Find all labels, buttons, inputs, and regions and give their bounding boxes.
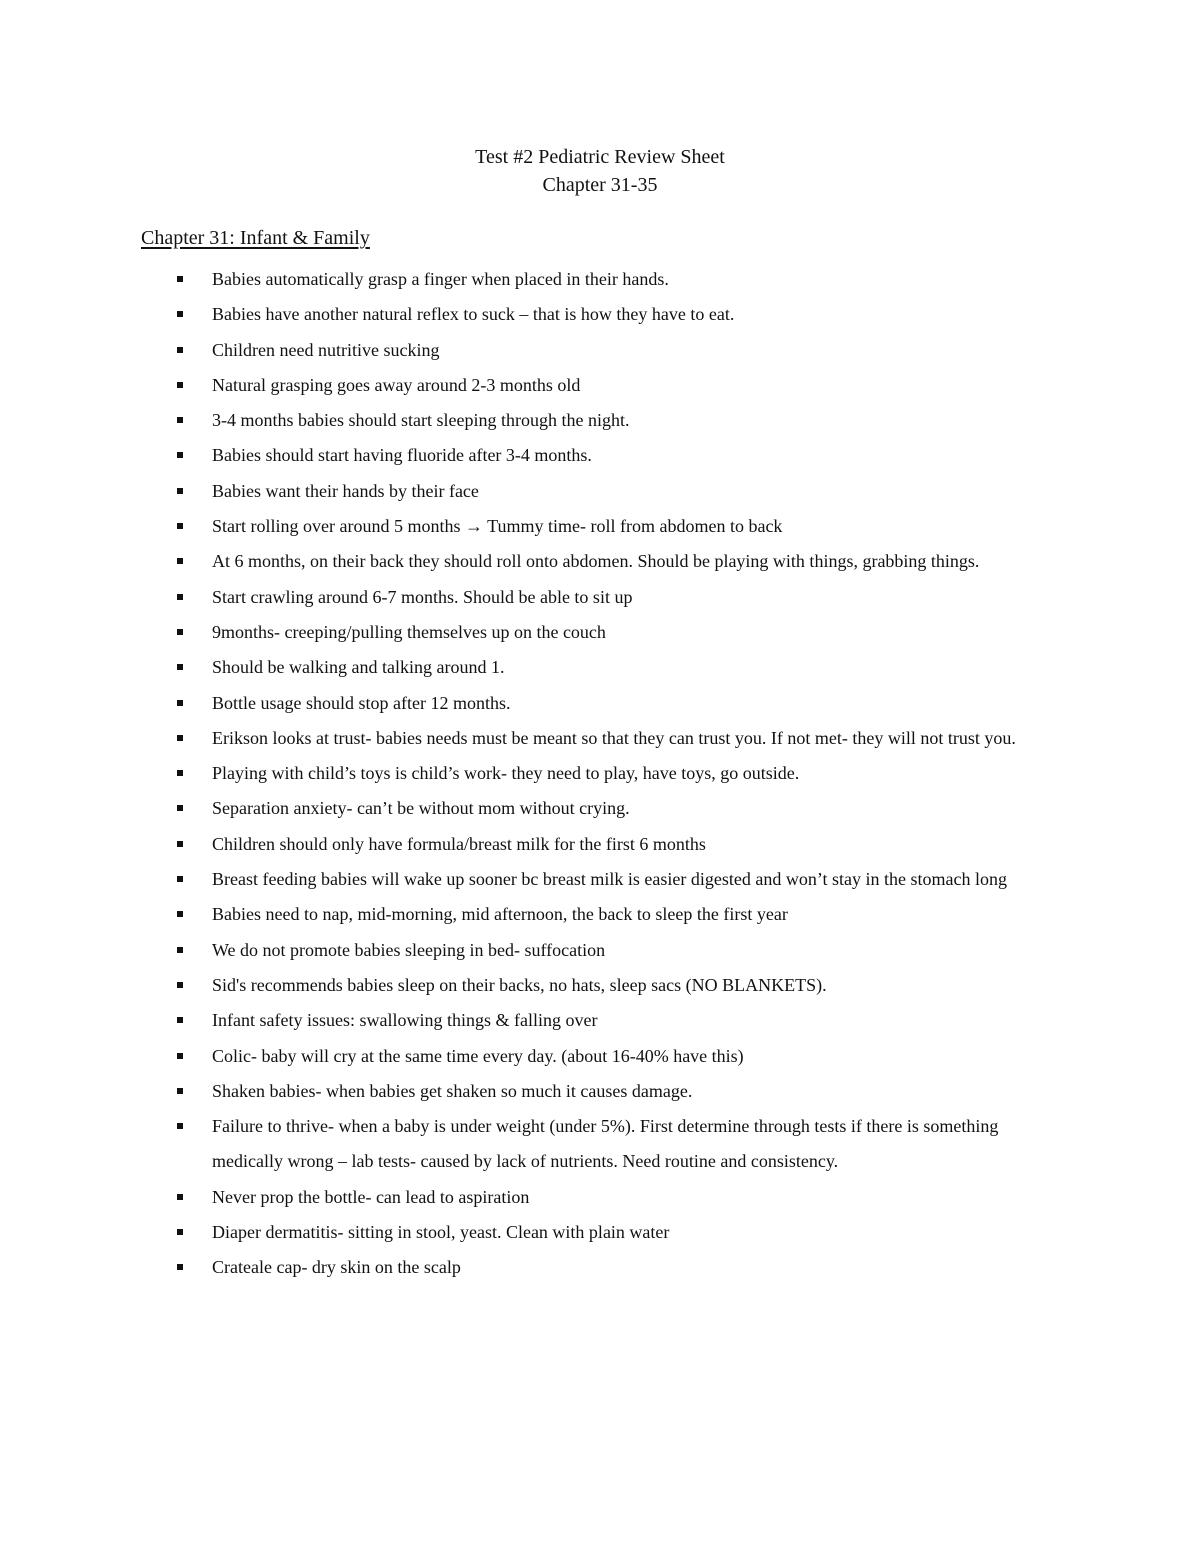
square-bullet-icon: [177, 1194, 183, 1200]
list-item-text: Infant safety issues: swallowing things & falling over: [212, 1010, 598, 1031]
section-heading: Chapter 31: Infant & Family: [141, 227, 370, 249]
list-item: [0, 403, 1200, 438]
square-bullet-icon: [177, 735, 183, 741]
list-item-text: Colic- baby will cry at the same time every day. (about 16-40% have this): [212, 1045, 744, 1066]
list-item: [0, 509, 1200, 544]
square-bullet-icon: [177, 558, 183, 564]
list-item: [0, 1250, 1200, 1285]
list-item: [0, 1003, 1200, 1038]
list-item: [0, 968, 1200, 1003]
list-item: [0, 791, 1200, 826]
list-item: [0, 1180, 1200, 1215]
square-bullet-icon: [177, 452, 183, 458]
list-item: [0, 438, 1200, 473]
list-item: [0, 474, 1200, 509]
document-title: Test #2 Pediatric Review Sheet: [475, 146, 725, 168]
list-item: [0, 580, 1200, 615]
list-item-text: Natural grasping goes away around 2-3 months old: [212, 374, 581, 395]
list-item: [0, 721, 1200, 756]
list-item-text: Babies automatically grasp a finger when placed in their hands.: [212, 269, 669, 289]
list-item-text: Breast feeding babies will wake up sooner bc breast milk is easier digested and won’t stay in the stomach long: [212, 869, 1007, 890]
square-bullet-icon: [177, 911, 183, 917]
square-bullet-icon: [177, 1123, 183, 1129]
list-item: [0, 544, 1200, 579]
list-item: [0, 933, 1200, 968]
list-item: [0, 333, 1200, 368]
list-item-text: Erikson looks at trust- babies needs must be meant so that they can trust you. If not met- they will not trust you.: [212, 727, 1016, 748]
square-bullet-icon: [177, 1264, 183, 1270]
square-bullet-icon: [177, 347, 183, 353]
square-bullet-icon: [177, 1053, 183, 1059]
bullet-list: [0, 262, 1200, 1286]
list-item: [0, 1074, 1200, 1109]
square-bullet-icon: [177, 1088, 183, 1094]
square-bullet-icon: [177, 700, 183, 706]
square-bullet-icon: [177, 594, 183, 600]
list-item-text: Crateale cap- dry skin on the scalp: [212, 1257, 461, 1278]
square-bullet-icon: [177, 382, 183, 388]
list-item-text: Children need nutritive sucking: [212, 339, 440, 360]
list-item-text: Children should only have formula/breast milk for the first 6 months: [212, 833, 706, 854]
square-bullet-icon: [177, 1017, 183, 1023]
list-item-text: 3-4 months babies should start sleeping through the night.: [212, 410, 630, 431]
square-bullet-icon: [177, 841, 183, 847]
list-item-text: Playing with child’s toys is child’s work- they need to play, have toys, go outside.: [212, 763, 800, 784]
list-item: [0, 756, 1200, 791]
list-item: [0, 1215, 1200, 1250]
list-item-text: Babies should start having fluoride after 3-4 months.: [212, 445, 592, 466]
square-bullet-icon: [177, 664, 183, 670]
title-block: [0, 143, 1200, 199]
list-item-text: Diaper dermatitis- sitting in stool, yeast. Clean with plain water: [212, 1222, 670, 1243]
square-bullet-icon: [177, 805, 183, 811]
list-item: [0, 686, 1200, 721]
list-item-text: At 6 months, on their back they should roll onto abdomen. Should be playing with things, grabbing things.: [212, 551, 980, 572]
list-item-text: Bottle usage should stop after 12 months.: [212, 692, 511, 713]
list-item: [0, 827, 1200, 862]
square-bullet-icon: [177, 488, 183, 494]
square-bullet-icon: [177, 982, 183, 988]
list-item-text: Babies have another natural reflex to suck – that is how they have to eat.: [212, 304, 735, 325]
list-item-text: Shaken babies- when babies get shaken so much it causes damage.: [212, 1080, 693, 1101]
list-item: [0, 1109, 1200, 1180]
list-item-text: Failure to thrive- when a baby is under weight (under 5%). First determine through tests if there is something medically wrong – lab tests- caused by lack of nutrients. Need routine and consistency.: [212, 1116, 999, 1172]
list-item-text: Sid's recommends babies sleep on their backs, no hats, sleep sacs (NO BLANKETS).: [212, 974, 827, 995]
list-item: [0, 862, 1200, 897]
square-bullet-icon: [177, 770, 183, 776]
list-item-text: Should be walking and talking around 1.: [212, 657, 505, 678]
list-item: [0, 1039, 1200, 1074]
square-bullet-icon: [177, 523, 183, 529]
list-item-text: Start rolling over around 5 months → Tummy time- roll from abdomen to back: [212, 516, 783, 537]
square-bullet-icon: [177, 1229, 183, 1235]
list-item-text: Separation anxiety- can’t be without mom without crying.: [212, 798, 630, 819]
list-item: [0, 297, 1200, 332]
list-item-text: We do not promote babies sleeping in bed- suffocation: [212, 939, 606, 960]
square-bullet-icon: [177, 947, 183, 953]
square-bullet-icon: [177, 629, 183, 635]
square-bullet-icon: [177, 276, 183, 282]
square-bullet-icon: [177, 311, 183, 317]
list-item: [0, 368, 1200, 403]
document-subtitle: Chapter 31-35: [542, 174, 658, 196]
square-bullet-icon: [177, 417, 183, 423]
list-item-text: Babies need to nap, mid-morning, mid afternoon, the back to sleep the first year: [212, 904, 788, 925]
square-bullet-icon: [177, 876, 183, 882]
list-item: [0, 897, 1200, 932]
list-item: [0, 650, 1200, 685]
list-item: [0, 262, 1200, 297]
list-item-text: Never prop the bottle- can lead to aspiration: [212, 1186, 530, 1207]
list-item-text: Start crawling around 6-7 months. Should be able to sit up: [212, 586, 633, 607]
list-item: [0, 615, 1200, 650]
list-item-text: 9months- creeping/pulling themselves up on the couch: [212, 621, 606, 642]
list-item-text: Babies want their hands by their face: [212, 480, 479, 501]
